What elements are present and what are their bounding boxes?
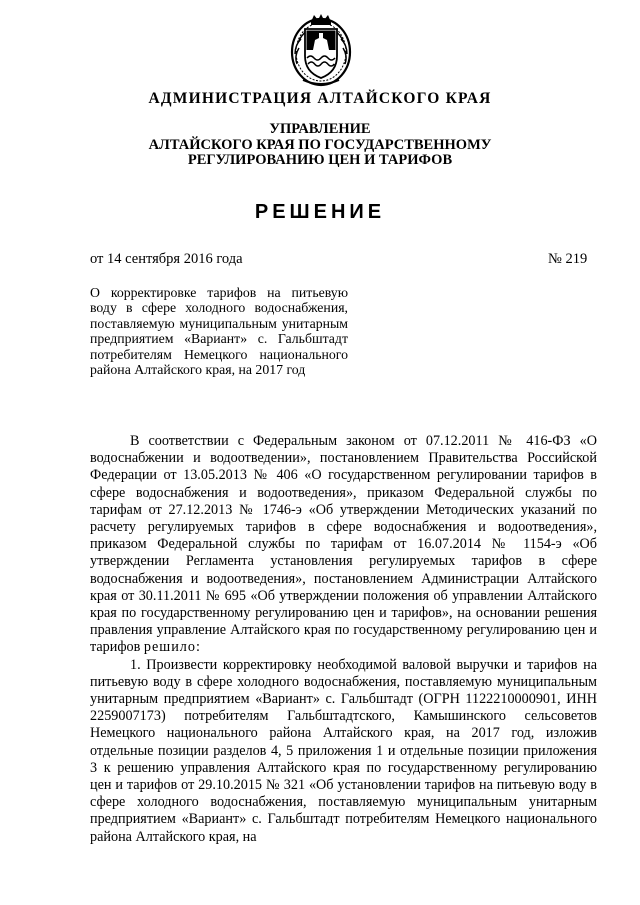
department-line-3: РЕГУЛИРОВАНИЮ ЦЕН И ТАРИФОВ [187, 152, 453, 168]
preamble-paragraph: В соответствии с Федеральным законом от 07.12.2011 № 416-ФЗ «О водоснабжении и водоотведении», постановлением Правительства Российской Федерации от 13.05.2013 № 406 «О государственном регулировании тарифов в сфере водоснабжения и водоотведения», приказом Федеральной службы по тарифам от 27.12.2013 № 1746-э «Об утверждении Методических указаний по расчету регулируемых тарифов в сфере водоснабжения и водоотведения», приказом Федеральной службы по тарифам от 16.07.2014 № 1154-э «Об утверждении Регламента установления регулируемых тарифов в сфере водоснабжения и водоотведения», постановлением Администрации Алтайского края от 30.11.2011 № 695 «Об утверждении положения об управлении Алтайского края по государственному регулированию цен и тарифов», на основании решения правления управление Алтайского края по государственному регулированию цен и тарифов решило: [90, 433, 597, 656]
coat-of-arms-icon [289, 12, 353, 88]
document-subject: О корректировке тарифов на питьевую воду в сфере холодного водоснабжения, поставляемую муниципальным унитарным предприятием «Вариант» с. Гальбштадт потребителям Немецкого национального района Алтайского края, на 2017 год [90, 285, 348, 378]
document-date: от 14 сентября 2016 года [90, 251, 243, 267]
document-number: № 219 [548, 251, 588, 267]
document-body [90, 433, 597, 846]
preamble-text: В соответствии с Федеральным законом от 07.12.2011 № 416-ФЗ «О водоснабжении и водоотведении», постановлением Правительства Российской Федерации от 13.05.2013 № 406 «О государственном регулировании тарифов в сфере водоснабжения и водоотведения», приказом Федеральной службы по тарифам от 27.12.2013 № 1746-э «Об утверждении Методических указаний по расчету регулируемых тарифов в сфере водоснабжения и водоотведения», приказом Федеральной службы по тарифам от 16.07.2014 № 1154-э «Об утверждении Регламента установления регулируемых тарифов в сфере водоснабжения и водоотведения», постановлением Администрации Алтайского края от 30.11.2011 № 695 «Об утверждении положения об управлении Алтайского края по государственному регулированию цен и тарифов», на основании решения правления управление Алтайского края по государственному регулированию цен и тарифов [90, 433, 597, 656]
coat-of-arms-emblem [289, 12, 353, 88]
document-title: РЕШЕНИЕ [254, 201, 386, 223]
department-line-1: УПРАВЛЕНИЕ [269, 121, 371, 137]
department-line-2: АЛТАЙСКОГО КРАЯ ПО ГОСУДАРСТВЕННОМУ [148, 136, 492, 153]
department-name [0, 122, 640, 169]
item-1-paragraph: 1. Произвести корректировку необходимой валовой выручки и тарифов на питьевую воду в сфере холодного водоснабжения, поставляемую муниципальным унитарным предприятием «Вариант» с. Гальбштадт (ОГРН 1122210000901, ИНН 2259007173) потребителям Гальбштадтского, Камышинского сельсоветов Немецкого национального района Алтайского края, на 2017 год, изложив отдельные позиции разделов 4, 5 приложения 1 и отдельные позиции приложения 3 к решению управления Алтайского края по государственному регулированию цен и тарифов от 29.10.2015 № 321 «Об установлении тарифов на питьевую воду в сфере холодного водоснабжения, поставляемую муниципальным унитарным предприятием «Вариант» с. Гальбштадт потребителям Немецкого национального района Алтайского края, на [90, 656, 597, 845]
organization-name: АДМИНИСТРАЦИЯ АЛТАЙСКОГО КРАЯ [148, 90, 492, 107]
resolved-word: решило [143, 639, 196, 656]
